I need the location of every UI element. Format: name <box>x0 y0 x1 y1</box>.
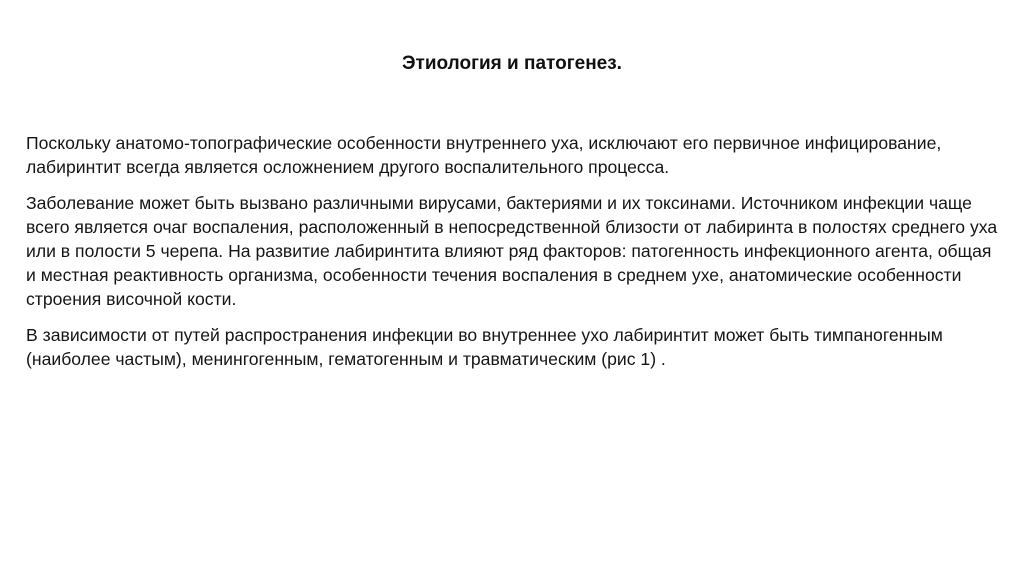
paragraph-1: Поскольку анатомо-топографические особенности внутреннего уха, исключают его первичное инфицирование, лабиринтит всегда является осложнением другого воспалительного процесса. <box>26 133 942 177</box>
slide-title: Этиология и патогенез. <box>402 53 622 74</box>
paragraph-3: В зависимости от путей распространения инфекции во внутреннее ухо лабиринтит может быть тимпаногенным (наиболее частым), менингогенным, гематогенным и травматическим (рис 1) . <box>26 325 943 369</box>
slide-body <box>26 131 1001 383</box>
paragraph-2: Заболевание может быть вызвано различными вирусами, бактериями и их токсинами. Источником инфекции чаще всего является очаг воспаления, расположенный в непосредственной близости от лабиринта в полостях среднего уха или в полости 5 черепа. На развитие лабиринтита влияют ряд факторов: патогенность инфекционного агента, общая и местная реактивность организма, особенности течения воспаления в среднем ухе, анатомические особенности строения височной кости. <box>26 193 998 309</box>
